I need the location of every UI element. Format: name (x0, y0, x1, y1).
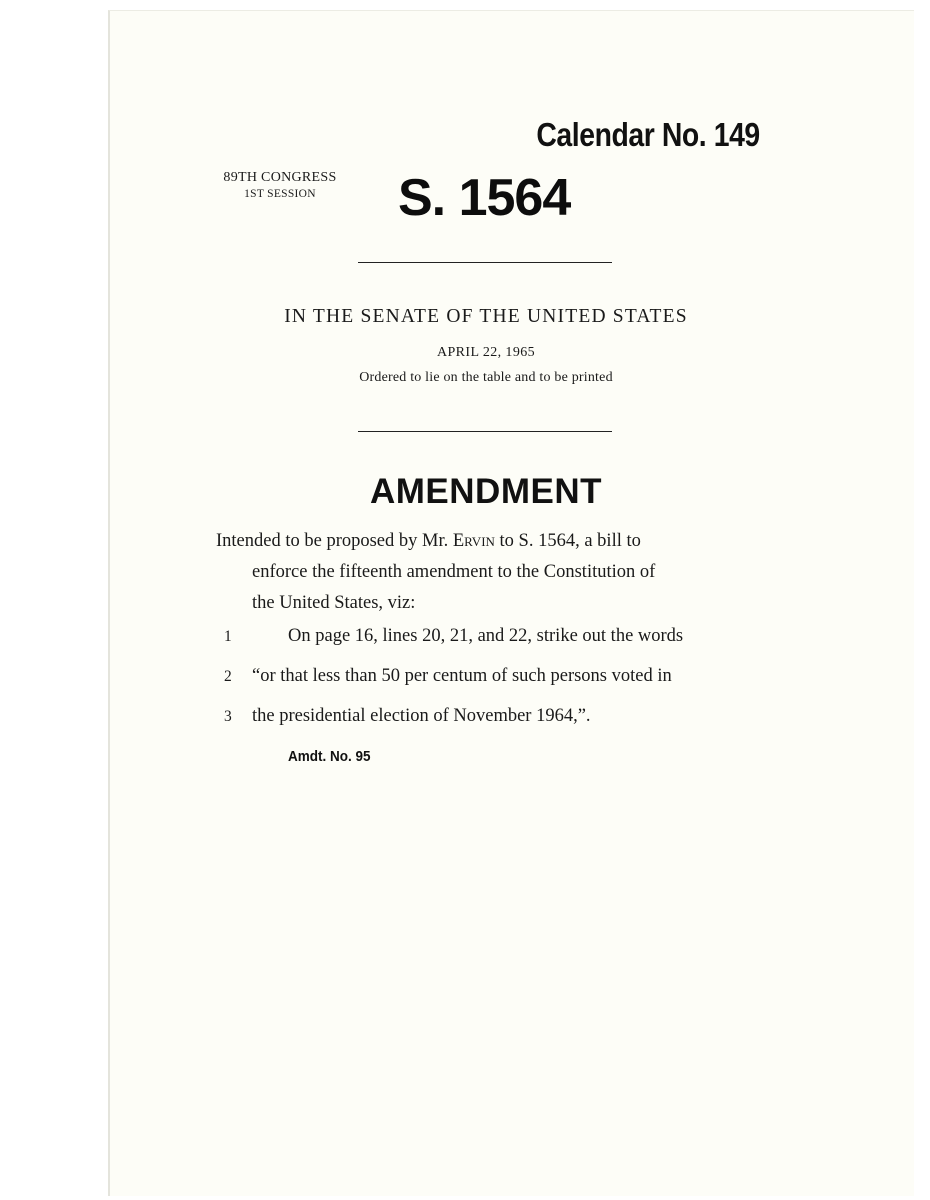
intro-text-end: to S. 1564, a bill to (494, 531, 641, 551)
sponsor-name: Ervin (452, 531, 495, 551)
bill-line (216, 666, 762, 687)
intro-text-start: Intended to be proposed by Mr. (216, 531, 453, 551)
amendment-number: Amdt. No. 95 (288, 748, 371, 765)
intro-line-2: enforce the fifteenth amendment to the Constitution of (252, 562, 656, 582)
middle-divider (358, 431, 612, 432)
line-number: 1 (224, 628, 232, 645)
intro-line-1 (216, 526, 762, 557)
calendar-number: Calendar No. 149 (536, 116, 760, 153)
congress-session-label (212, 170, 348, 202)
congress-label: 89TH CONGRESS (223, 170, 337, 185)
date-line: APRIL 22, 1965 (436, 345, 536, 360)
line-text: the presidential election of November 1964,”. (252, 706, 591, 726)
line-text: “or that less than 50 per centum of such persons voted in (252, 666, 672, 686)
session-label: 1ST SESSION (244, 188, 316, 200)
line-text: On page 16, lines 20, 21, and 22, strike out the words (288, 626, 684, 646)
bill-line (216, 626, 762, 647)
bill-line (216, 706, 762, 727)
intro-line-3: the United States, viz: (252, 593, 416, 613)
amendment-title: AMENDMENT (370, 472, 602, 511)
line-number: 3 (224, 708, 232, 725)
top-divider (358, 262, 612, 263)
intro-paragraph (216, 526, 762, 619)
order-line: Ordered to lie on the table and to be printed (359, 370, 613, 385)
line-number: 2 (224, 668, 232, 685)
chamber-heading: IN THE SENATE OF THE UNITED STATES (284, 306, 688, 327)
bill-number: S. 1564 (398, 169, 571, 227)
